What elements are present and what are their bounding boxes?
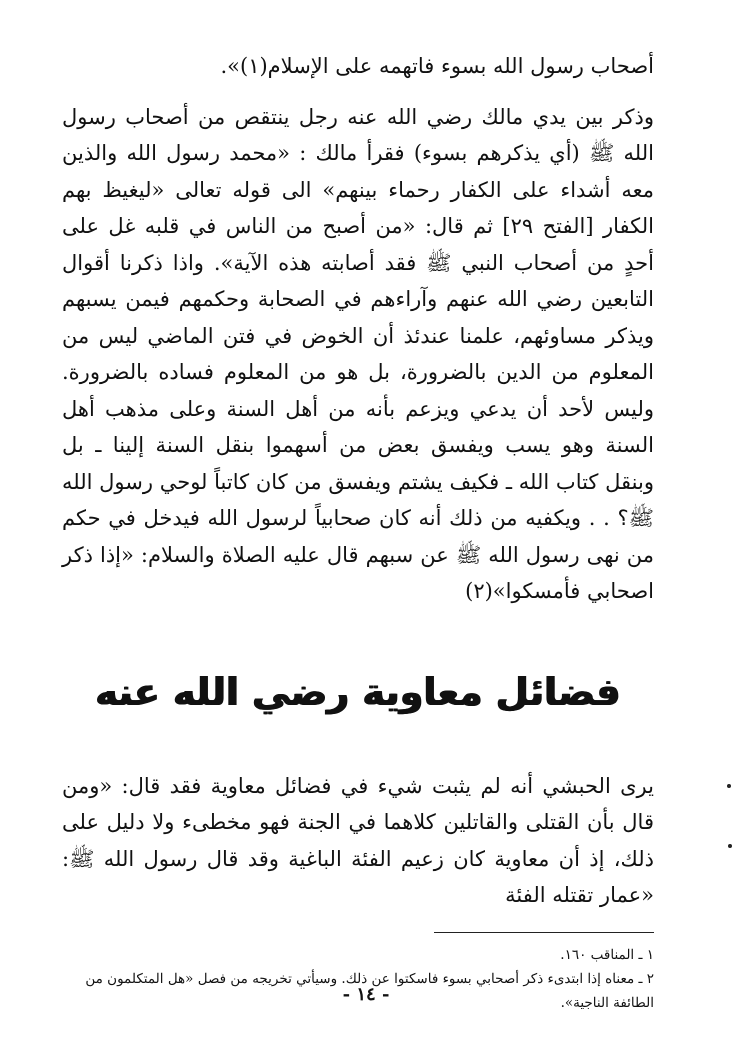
- footnote-divider: [434, 932, 654, 933]
- page-content: [62, 48, 654, 1015]
- paragraph-1: وذكر بين يدي مالك رضي الله عنه رجل ينتقص من أصحاب رسول الله ﷺ (أي يذكرهم بسوء) فقرأ مالك : «محمد رسول الله والذين معه أشداء على الكفار رحماء بينهم» الى قوله تعالى «ليغيظ بهم الكفار [الفتح ٢٩] ثم قال: «من أصبح من الناس في قلبه غل على أحدٍ من أصحاب النبي ﷺ فقد أصابته هذه الآية». واذا ذكرنا أقوال التابعين رضي الله عنهم وآراءهم في الصحابة وحكمهم فيمن يسبهم ويذكر مساوئهم، علمنا عندئذ أن الخوض في فتن الماضي ليس من المعلوم من الدين بالضرورة، بل هو من المعلوم فساده بالضرورة. وليس لأحد أن يدعي ويزعم بأنه من أهل السنة وعلى مذهب أهل السنة وهو يسب ويفسق بعض من أسهموا بنقل السنة إلينا ـ بل وبنقل كتاب الله ـ فكيف يشتم ويفسق من كان كاتباً لوحي رسول الله ﷺ؟ . . ويكفيه من ذلك أنه كان صحابياً لرسول الله فيدخل في حكم من نهى رسول الله ﷺ عن سبهم قال عليه الصلاة والسلام: «إذا ذكر اصحابي فأمسكوا»(٢): [62, 104, 654, 603]
- margin-dot: [727, 784, 731, 788]
- footnote-1: ١ ـ المناقب ١٦٠.: [560, 946, 654, 963]
- paragraph-2: يرى الحبشي أنه لم يثبت شيء في فضائل معاوية فقد قال: «ومن قال بأن القتلى والقاتلين كلاهما في الجنة فهو مخطىء ولا دليل على ذلك، إذ أن معاوية كان زعيم الفئة الباغية وقد قال رسول الله ﷺ: «عمار تقتله الفئة: [62, 773, 654, 907]
- page-number: - ١٤ -: [342, 984, 390, 1005]
- opening-line: أصحاب رسول الله بسوء فاتهمه على الإسلام(١)».: [220, 54, 654, 78]
- margin-dot: [728, 844, 732, 848]
- section-heading: فضائل معاوية رضي الله عنه: [95, 669, 621, 714]
- footnote-2: ٢ ـ معناه إذا ابتدىء ذكر أصحابي بسوء فاسكتوا عن ذلك. وسيأتي تخريجه من فصل «هل المتكلمون من الطائفة الناجية».: [85, 970, 654, 1011]
